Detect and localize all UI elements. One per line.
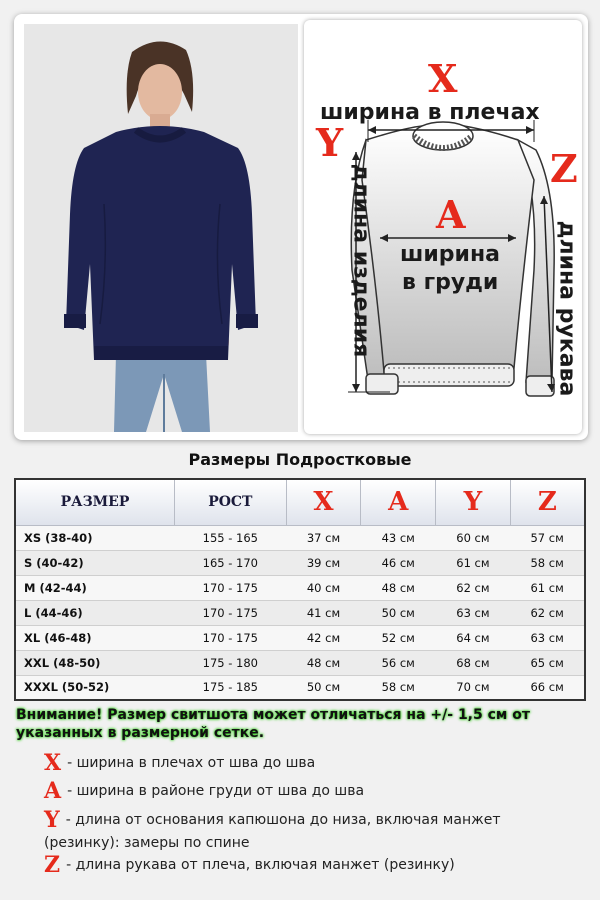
a-letter: A bbox=[436, 192, 466, 237]
header-y: Y bbox=[436, 479, 511, 525]
cell-y: 62 см bbox=[436, 575, 511, 600]
cell-height: 170 - 175 bbox=[175, 600, 287, 625]
cell-height: 165 - 170 bbox=[175, 550, 287, 575]
cell-y: 70 см bbox=[436, 675, 511, 700]
legend-a-letter: A bbox=[44, 778, 62, 804]
size-table bbox=[14, 478, 586, 701]
cell-a: 46 см bbox=[361, 550, 436, 575]
cell-x: 39 см bbox=[286, 550, 361, 575]
measurement-scheme bbox=[304, 20, 582, 434]
cell-a: 50 см bbox=[361, 600, 436, 625]
cell-size: S (40-42) bbox=[15, 550, 175, 575]
table-row bbox=[15, 550, 585, 575]
cell-height: 170 - 175 bbox=[175, 625, 287, 650]
cell-a: 58 см bbox=[361, 675, 436, 700]
cell-z: 61 см bbox=[510, 575, 585, 600]
product-photo bbox=[24, 24, 298, 432]
section-title: Размеры Подростковые bbox=[188, 450, 412, 469]
table-row bbox=[15, 600, 585, 625]
cell-size: M (42-44) bbox=[15, 575, 175, 600]
cell-z: 66 см bbox=[510, 675, 585, 700]
cell-height: 155 - 165 bbox=[175, 525, 287, 550]
table-header-row bbox=[15, 479, 585, 525]
legend-y-text: - длина от основания капюшона до низа, включая манжет (резинку): замеры по спине bbox=[44, 812, 501, 851]
header-height: РОСТ bbox=[175, 479, 287, 525]
legend-x-text: - ширина в плечах от шва до шва bbox=[67, 755, 316, 771]
size-warning: Внимание! Размер свитшота может отличаться на +/- 1,5 см от указанных в размерной сетке. bbox=[16, 707, 530, 741]
legend-a bbox=[44, 780, 564, 803]
header-size: РАЗМЕР bbox=[15, 479, 175, 525]
cell-z: 63 см bbox=[510, 625, 585, 650]
cell-z: 57 см bbox=[510, 525, 585, 550]
cell-y: 60 см bbox=[436, 525, 511, 550]
cell-size: XXXL (50-52) bbox=[15, 675, 175, 700]
cell-x: 50 см bbox=[286, 675, 361, 700]
table-row bbox=[15, 575, 585, 600]
z-letter: Z bbox=[550, 146, 578, 191]
table-row bbox=[15, 625, 585, 650]
header-z: Z bbox=[510, 479, 585, 525]
cell-a: 52 см bbox=[361, 625, 436, 650]
table-row bbox=[15, 650, 585, 675]
table-row bbox=[15, 525, 585, 550]
legend-y bbox=[44, 809, 564, 855]
legend-x bbox=[44, 752, 564, 775]
cell-y: 64 см bbox=[436, 625, 511, 650]
cell-x: 42 см bbox=[286, 625, 361, 650]
cell-size: XS (38-40) bbox=[15, 525, 175, 550]
cell-y: 61 см bbox=[436, 550, 511, 575]
cell-z: 65 см bbox=[510, 650, 585, 675]
cell-x: 48 см bbox=[286, 650, 361, 675]
cell-size: XL (46-48) bbox=[15, 625, 175, 650]
cell-a: 43 см bbox=[361, 525, 436, 550]
legend-a-text: - ширина в районе груди от шва до шва bbox=[67, 783, 365, 799]
x-letter: X bbox=[428, 56, 458, 101]
cell-size: XXL (48-50) bbox=[15, 650, 175, 675]
x-label: ширина в плечах bbox=[320, 100, 540, 125]
a-label-line1: ширина bbox=[400, 242, 500, 267]
cell-z: 62 см bbox=[510, 600, 585, 625]
cell-x: 41 см bbox=[286, 600, 361, 625]
y-letter: Y bbox=[316, 120, 344, 165]
cell-x: 40 см bbox=[286, 575, 361, 600]
cell-height: 175 - 185 bbox=[175, 675, 287, 700]
legend-z-letter: Z bbox=[44, 852, 61, 878]
cell-y: 63 см bbox=[436, 600, 511, 625]
table-row bbox=[15, 675, 585, 700]
legend-z bbox=[44, 854, 564, 877]
y-label: длина изделия bbox=[348, 163, 374, 358]
header-x: X bbox=[286, 479, 361, 525]
z-label: длина рукава bbox=[554, 220, 580, 397]
legend-y-letter: Y bbox=[44, 807, 60, 833]
cell-a: 48 см bbox=[361, 575, 436, 600]
cell-size: L (44-46) bbox=[15, 600, 175, 625]
cell-a: 56 см bbox=[361, 650, 436, 675]
cell-z: 58 см bbox=[510, 550, 585, 575]
model-illustration bbox=[24, 24, 298, 432]
legend-z-text: - длина рукава от плеча, включая манжет (резинку) bbox=[66, 857, 455, 873]
top-card bbox=[14, 14, 588, 440]
header-a: A bbox=[361, 479, 436, 525]
cell-x: 37 см bbox=[286, 525, 361, 550]
cell-height: 175 - 180 bbox=[175, 650, 287, 675]
cell-y: 68 см bbox=[436, 650, 511, 675]
cell-height: 170 - 175 bbox=[175, 575, 287, 600]
a-label-line2: в груди bbox=[402, 270, 499, 295]
legend-x-letter: X bbox=[44, 750, 62, 776]
